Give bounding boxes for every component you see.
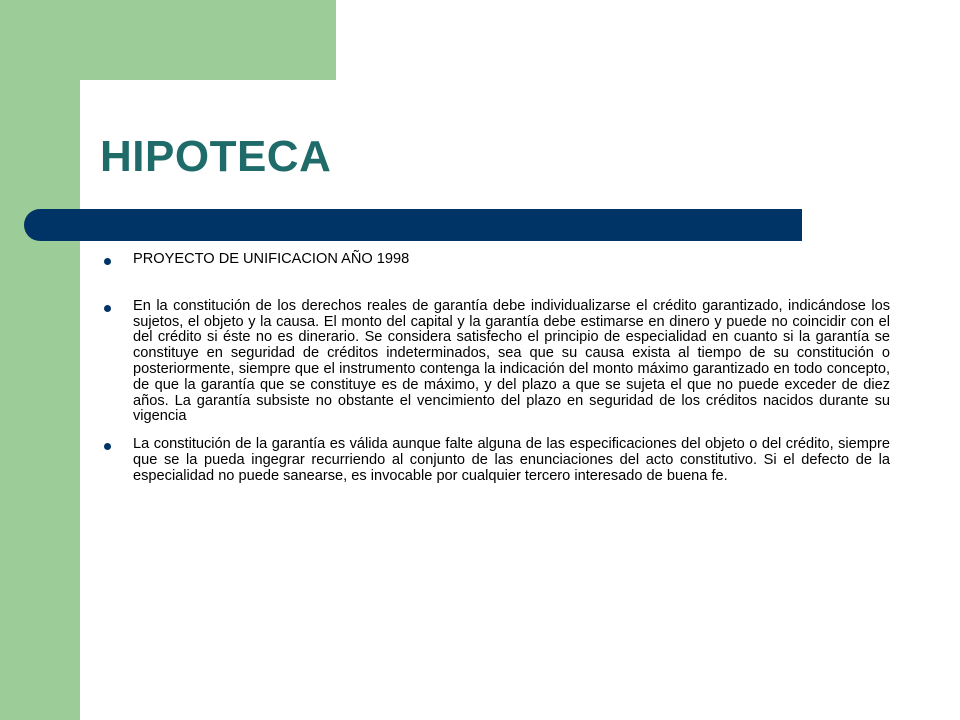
bullet-item-paragraph — [104, 437, 890, 484]
green-top-band — [0, 0, 336, 80]
bullet-list — [104, 252, 890, 485]
title-underline-bar — [24, 209, 802, 241]
slide-title: HIPOTECA — [100, 132, 332, 181]
bullet-text: PROYECTO DE UNIFICACION AÑO 1998 — [133, 251, 410, 267]
bullet-dot-icon — [104, 258, 111, 265]
bullet-text: La constitución de la garantía es válida aunque falte alguna de las especificaciones del objeto o del crédito, siempre que se la pueda ingegrar recurriendo al conjunto de las enunciaciones del acto constitutivo. Si el defecto de la especialidad no puede sanearse, es invocable por cualquier tercero interesado de buena fe. — [133, 436, 890, 484]
bullet-text: En la constitución de los derechos reales de garantía debe individualizarse el crédito garantizado, indicándose los sujetos, el objeto y la causa. El monto del capital y la garantía debe estimarse en dinero y puede no coincidir con el del crédito si éste no es dinerario. Se considera satisfecho el principio de especialidad en cuanto si la garantía se constituye en seguridad de créditos indeterminados, sea que su causa exista al tiempo de su constitución o posteriormente, siempre que el instrumento contenga la indicación del monto máximo garantizado en todo concepto, de que la garantía que se constituye es de máximo, y del plazo a que se sujeta el que no puede exceder de diez años. La garantía subsiste no obstante el vencimiento del plazo en seguridad de los créditos nacidos durante su vigencia — [133, 297, 890, 425]
bullet-dot-icon — [104, 305, 111, 312]
green-sidebar — [0, 0, 80, 720]
bullet-item-paragraph — [104, 299, 890, 425]
bullet-item-heading — [104, 252, 890, 268]
bullet-dot-icon — [104, 443, 111, 450]
